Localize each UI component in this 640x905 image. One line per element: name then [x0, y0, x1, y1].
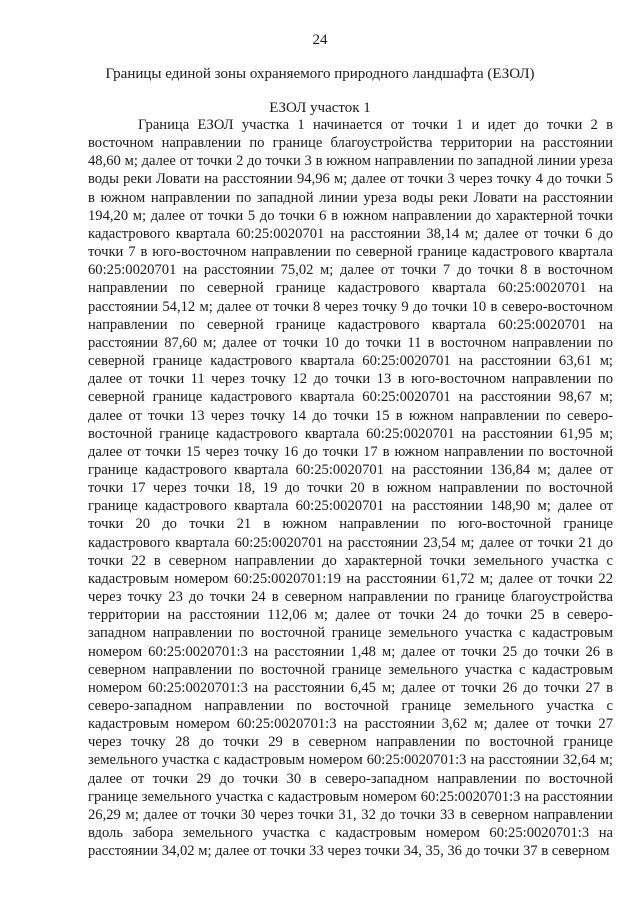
boundary-description-paragraph: Граница ЕЗОЛ участка 1 начинается от точки 1 и идет до точки 2 в восточном направлении по границе благоустройства территории на расстоянии 48,60 м; далее от точки 2 до точки 3 в южном направлении по западной линии уреза воды реки Ловати на расстоянии 94,96 м; далее от точки 3 через точку 4 до точки 5 в южном направлении по западной линии уреза воды реки Ловати на расстоянии 194,20 м; далее от точки 5 до точки 6 в южном направлении до характерной точки кадастрового квартала 60:25:0020701 на расстоянии 38,14 м; далее от точки 6 до точки 7 в юго-восточном направлении по северной границе кадастрового квартала 60:25:0020701 на расстоянии 75,02 м; далее от точки 7 до точки 8 в восточном направлении по северной границе кадастрового квартала 60:25:0020701 на расстоянии 54,12 м; далее от точки 8 через точку 9 до точки 10 в северо-восточном направлении по северной границе кадастрового квартала 60:25:0020701 на расстоянии 87,60 м; далее от точки 10 до точки 11 в восточном направлении по северной границе кадастрового квартала 60:25:0020701 на расстоянии 63,61 м; далее от точки 11 через точку 12 до точки 13 в юго-восточном направлении по северной границе кадастрового квартала 60:25:0020701 на расстоянии 98,67 м; далее от точки 13 через точку 14 до точки 15 в южном направлении по северо-восточной границе кадастрового квартала 60:25:0020701 на расстоянии 61,95 м; далее от точки 15 через точку 16 до точки 17 в южном направлении по восточной границе кадастрового квартала 60:25:0020701 на расстоянии 136,84 м; далее от точки 17 через точки 18, 19 до точки 20 в южном направлении по восточной границе кадастрового квартала 60:25:0020701 на расстоянии 148,90 м; далее от точки 20 до точки 21 в южном направлении по юго-восточной границе кадастрового квартала 60:25:0020701 на расстоянии 23,54 м; далее от точки 21 до точки 22 в северном направлении до характерной точки земельного участка с кадастровым номером 60:25:0020701:19 на расстоянии 61,72 м; далее от точки 22 через точку 23 до точки 24 в северном направлении по границе благоустройства территории на расстоянии 112,06 м; далее от точки 24 до точки 25 в северо-западном направлении по восточной границе земельного участка с кадастровым номером 60:25:0020701:3 на расстоянии 1,48 м; далее от точки 25 до точки 26 в северном направлении по восточной границе земельного участка с кадастровым номером 60:25:0020701:3 на расстоянии 6,45 м; далее от точки 26 до точки 27 в северо-западном направлении по восточной границе земельного участка с кадастровым номером 60:25:0020701:3 на расстоянии 3,62 м; далее от точки 27 через точку 28 до точки 29 в северном направлении по восточной границе земельного участка с кадастровым номером 60:25:0020701:3 на расстоянии 32,64 м; далее от точки 29 до точки 30 в северо-западном направлении по восточной границе земельного участка с кадастровым номером 60:25:0020701:3 на расстоянии 26,29 м; далее от точки 30 через точки 31, 32 до точки 33 в северном направлении вдоль забора земельного участка с кадастровым номером 60:25:0020701:3 на расстоянии 34,02 м; далее от точки 33 через точки 34, 35, 36 до точки 37 в северном	[88, 117, 613, 860]
document-title: Границы единой зоны охраняемого природного ландшафта (ЕЗОЛ)	[105, 66, 535, 82]
page-number: 24	[312, 32, 328, 48]
section-title: ЕЗОЛ участок 1	[269, 100, 371, 116]
